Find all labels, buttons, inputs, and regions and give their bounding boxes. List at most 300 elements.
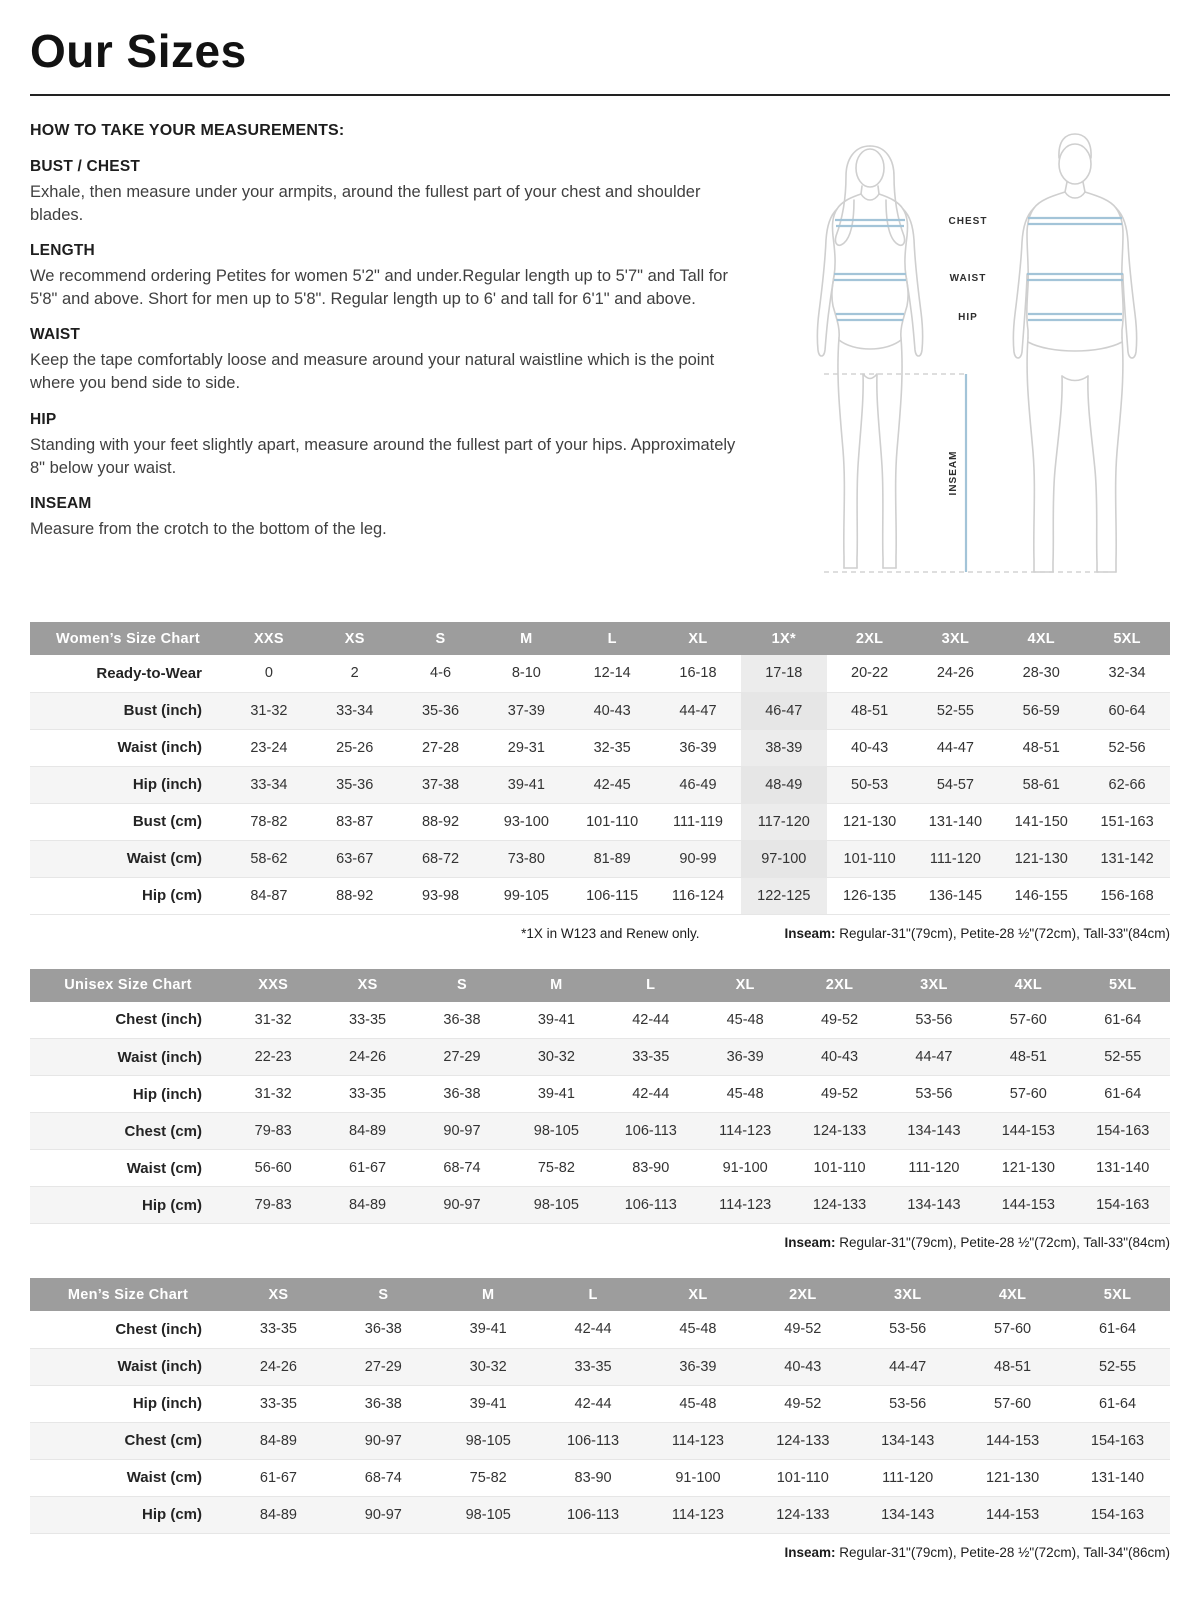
size-value-cell: 101-110 <box>750 1459 855 1496</box>
size-value-cell: 25-26 <box>312 729 398 766</box>
size-value-cell: 91-100 <box>698 1150 792 1187</box>
size-value-cell: 53-56 <box>855 1311 960 1348</box>
size-value-cell: 91-100 <box>646 1459 751 1496</box>
size-column-header: 3XL <box>887 969 981 1002</box>
size-value-cell: 0 <box>226 655 312 692</box>
size-value-cell: 84-89 <box>320 1187 414 1224</box>
size-column-header: M <box>509 969 603 1002</box>
size-value-cell: 39-41 <box>436 1311 541 1348</box>
size-value-cell: 42-44 <box>604 1002 698 1039</box>
size-value-cell: 57-60 <box>981 1002 1075 1039</box>
size-value-cell: 32-34 <box>1084 655 1170 692</box>
size-value-cell: 44-47 <box>855 1348 960 1385</box>
table-row <box>30 655 1170 692</box>
size-value-cell: 90-97 <box>415 1187 509 1224</box>
unisex-size-chart-head <box>30 969 1170 1002</box>
unisex-size-chart-table <box>30 969 1170 1225</box>
size-value-cell: 27-29 <box>331 1348 436 1385</box>
size-value-cell: 68-74 <box>415 1150 509 1187</box>
size-column-header: L <box>604 969 698 1002</box>
size-value-cell: 24-26 <box>320 1039 414 1076</box>
size-value-cell: 52-56 <box>1084 729 1170 766</box>
size-value-cell: 126-135 <box>827 877 913 914</box>
size-column-header: XS <box>320 969 414 1002</box>
size-value-cell: 131-140 <box>913 803 999 840</box>
size-value-cell: 116-124 <box>655 877 741 914</box>
size-value-cell: 48-51 <box>981 1039 1075 1076</box>
size-value-cell: 33-34 <box>312 692 398 729</box>
size-value-cell: 154-163 <box>1065 1422 1170 1459</box>
measurement-diagram <box>760 122 1170 594</box>
size-value-cell: 88-92 <box>312 877 398 914</box>
instructions-heading: HOW TO TAKE YOUR MEASUREMENTS: <box>30 122 345 139</box>
size-value-cell: 31-32 <box>226 692 312 729</box>
size-value-cell: 101-110 <box>827 840 913 877</box>
size-value-cell: 39-41 <box>509 1076 603 1113</box>
size-value-cell: 134-143 <box>855 1422 960 1459</box>
size-value-cell: 131-142 <box>1084 840 1170 877</box>
size-value-cell: 16-18 <box>655 655 741 692</box>
size-value-cell: 124-133 <box>750 1422 855 1459</box>
size-value-cell: 52-55 <box>1076 1039 1170 1076</box>
size-value-cell: 124-133 <box>792 1113 886 1150</box>
table-row <box>30 1113 1170 1150</box>
size-value-cell: 122-125 <box>741 877 827 914</box>
size-value-cell: 61-67 <box>320 1150 414 1187</box>
size-value-cell: 117-120 <box>741 803 827 840</box>
row-label: Hip (cm) <box>30 877 226 914</box>
section-heading: WAIST <box>30 326 81 344</box>
size-value-cell: 99-105 <box>483 877 569 914</box>
size-value-cell: 73-80 <box>483 840 569 877</box>
size-value-cell: 121-130 <box>960 1459 1065 1496</box>
size-value-cell: 106-113 <box>541 1496 646 1533</box>
row-label: Waist (inch) <box>30 1039 226 1076</box>
unisex-size-chart <box>30 969 1170 1251</box>
size-value-cell: 31-32 <box>226 1076 320 1113</box>
size-value-cell: 44-47 <box>655 692 741 729</box>
size-value-cell: 60-64 <box>1084 692 1170 729</box>
size-value-cell: 45-48 <box>698 1076 792 1113</box>
size-value-cell: 56-59 <box>998 692 1084 729</box>
row-label: Waist (cm) <box>30 840 226 877</box>
size-column-header: 1X* <box>741 622 827 655</box>
size-value-cell: 88-92 <box>398 803 484 840</box>
size-value-cell: 61-64 <box>1065 1311 1170 1348</box>
size-value-cell: 36-38 <box>415 1076 509 1113</box>
size-value-cell: 114-123 <box>698 1187 792 1224</box>
size-value-cell: 106-113 <box>604 1187 698 1224</box>
measurement-section-inseam <box>30 495 740 541</box>
size-value-cell: 144-153 <box>981 1187 1075 1224</box>
male-figure <box>1013 134 1136 572</box>
size-column-header: XL <box>698 969 792 1002</box>
inseam-label: INSEAM <box>948 450 959 496</box>
size-value-cell: 151-163 <box>1084 803 1170 840</box>
size-value-cell: 79-83 <box>226 1113 320 1150</box>
size-column-header: 4XL <box>960 1278 1065 1311</box>
size-value-cell: 27-28 <box>398 729 484 766</box>
size-value-cell: 23-24 <box>226 729 312 766</box>
size-column-header: 5XL <box>1084 622 1170 655</box>
inseam-footnote: Inseam: Regular-31"(79cm), Petite-28 ½"(72cm), Tall-34"(86cm) <box>784 1544 1170 1560</box>
chest-label: CHEST <box>948 216 988 227</box>
size-value-cell: 39-41 <box>483 766 569 803</box>
size-value-cell: 48-51 <box>960 1348 1065 1385</box>
size-value-cell: 101-110 <box>792 1150 886 1187</box>
size-value-cell: 39-41 <box>436 1385 541 1422</box>
size-value-cell: 56-60 <box>226 1150 320 1187</box>
table-footnotes <box>30 1235 1170 1250</box>
size-value-cell: 75-82 <box>509 1150 603 1187</box>
size-value-cell: 36-38 <box>331 1385 436 1422</box>
size-column-header: 2XL <box>750 1278 855 1311</box>
size-value-cell: 90-97 <box>415 1113 509 1150</box>
size-column-header: 5XL <box>1065 1278 1170 1311</box>
size-value-cell: 84-89 <box>226 1422 331 1459</box>
size-column-header: 2XL <box>827 622 913 655</box>
size-value-cell: 42-44 <box>541 1385 646 1422</box>
table-footnotes <box>30 1545 1170 1560</box>
size-value-cell: 40-43 <box>827 729 913 766</box>
size-value-cell: 42-44 <box>604 1076 698 1113</box>
size-value-cell: 57-60 <box>960 1385 1065 1422</box>
section-heading: LENGTH <box>30 242 95 260</box>
row-label: Waist (cm) <box>30 1459 226 1496</box>
size-value-cell: 90-97 <box>331 1496 436 1533</box>
size-value-cell: 29-31 <box>483 729 569 766</box>
size-value-cell: 36-39 <box>655 729 741 766</box>
size-value-cell: 52-55 <box>913 692 999 729</box>
size-value-cell: 40-43 <box>792 1039 886 1076</box>
table-row <box>30 1150 1170 1187</box>
size-column-header: XS <box>312 622 398 655</box>
size-value-cell: 68-72 <box>398 840 484 877</box>
size-value-cell: 48-49 <box>741 766 827 803</box>
size-value-cell: 111-120 <box>855 1459 960 1496</box>
size-value-cell: 39-41 <box>509 1002 603 1039</box>
mens-size-chart-body <box>30 1311 1170 1533</box>
asterisk-footnote: *1X in W123 and Renew only. <box>521 925 700 941</box>
header-row <box>30 622 1170 655</box>
table-title: Women’s Size Chart <box>30 622 226 655</box>
table-row <box>30 1459 1170 1496</box>
header-row <box>30 1278 1170 1311</box>
size-value-cell: 33-35 <box>541 1348 646 1385</box>
size-value-cell: 20-22 <box>827 655 913 692</box>
size-value-cell: 83-87 <box>312 803 398 840</box>
size-value-cell: 4-6 <box>398 655 484 692</box>
size-column-header: XL <box>646 1278 751 1311</box>
inseam-footnote: Inseam: Regular-31"(79cm), Petite-28 ½"(72cm), Tall-33"(84cm) <box>784 1235 1170 1250</box>
size-value-cell: 36-39 <box>646 1348 751 1385</box>
section-body: Standing with your feet slightly apart, measure around the fullest part of your hips. Approximately 8" below your waist. <box>30 435 736 477</box>
size-column-header: S <box>415 969 509 1002</box>
row-label: Hip (inch) <box>30 766 226 803</box>
table-row <box>30 840 1170 877</box>
size-value-cell: 68-74 <box>331 1459 436 1496</box>
size-value-cell: 57-60 <box>981 1076 1075 1113</box>
hip-label: HIP <box>958 312 978 323</box>
page-title: Our Sizes <box>30 25 247 77</box>
size-value-cell: 24-26 <box>226 1348 331 1385</box>
size-value-cell: 93-98 <box>398 877 484 914</box>
size-value-cell: 106-113 <box>541 1422 646 1459</box>
size-value-cell: 79-83 <box>226 1187 320 1224</box>
size-value-cell: 48-51 <box>827 692 913 729</box>
size-value-cell: 121-130 <box>981 1150 1075 1187</box>
size-value-cell: 61-64 <box>1076 1076 1170 1113</box>
size-value-cell: 61-67 <box>226 1459 331 1496</box>
size-value-cell: 30-32 <box>436 1348 541 1385</box>
size-value-cell: 84-87 <box>226 877 312 914</box>
size-value-cell: 33-35 <box>320 1002 414 1039</box>
size-value-cell: 35-36 <box>312 766 398 803</box>
row-label: Waist (inch) <box>30 1348 226 1385</box>
size-value-cell: 37-39 <box>483 692 569 729</box>
measurement-section-length <box>30 242 740 311</box>
size-value-cell: 49-52 <box>750 1385 855 1422</box>
table-row <box>30 1002 1170 1039</box>
size-value-cell: 46-47 <box>741 692 827 729</box>
unisex-size-chart-body <box>30 1002 1170 1224</box>
table-row <box>30 877 1170 914</box>
womens-size-chart-body <box>30 655 1170 914</box>
mens-size-chart <box>30 1278 1170 1560</box>
size-value-cell: 136-145 <box>913 877 999 914</box>
size-value-cell: 44-47 <box>887 1039 981 1076</box>
size-value-cell: 98-105 <box>436 1496 541 1533</box>
size-value-cell: 24-26 <box>913 655 999 692</box>
size-value-cell: 58-61 <box>998 766 1084 803</box>
size-value-cell: 42-45 <box>569 766 655 803</box>
size-value-cell: 48-51 <box>998 729 1084 766</box>
size-value-cell: 114-123 <box>646 1496 751 1533</box>
size-value-cell: 36-38 <box>415 1002 509 1039</box>
size-value-cell: 44-47 <box>913 729 999 766</box>
size-value-cell: 131-140 <box>1065 1459 1170 1496</box>
size-value-cell: 12-14 <box>569 655 655 692</box>
size-value-cell: 124-133 <box>750 1496 855 1533</box>
inseam-footnote-label: Inseam: <box>784 1235 836 1250</box>
size-value-cell: 63-67 <box>312 840 398 877</box>
row-label: Bust (cm) <box>30 803 226 840</box>
size-value-cell: 17-18 <box>741 655 827 692</box>
size-value-cell: 121-130 <box>827 803 913 840</box>
size-column-header: M <box>436 1278 541 1311</box>
size-value-cell: 57-60 <box>960 1311 1065 1348</box>
row-label: Chest (inch) <box>30 1311 226 1348</box>
size-column-header: 4XL <box>998 622 1084 655</box>
size-value-cell: 124-133 <box>792 1187 886 1224</box>
size-value-cell: 75-82 <box>436 1459 541 1496</box>
size-column-header: XXS <box>226 622 312 655</box>
size-value-cell: 156-168 <box>1084 877 1170 914</box>
size-value-cell: 111-120 <box>913 840 999 877</box>
size-value-cell: 111-119 <box>655 803 741 840</box>
measurement-section-bust-chest <box>30 158 740 227</box>
size-value-cell: 98-105 <box>509 1113 603 1150</box>
size-value-cell: 106-113 <box>604 1113 698 1150</box>
size-value-cell: 49-52 <box>792 1076 886 1113</box>
section-body: Exhale, then measure under your armpits, around the fullest part of your chest and shoulder blades. <box>30 183 701 225</box>
size-value-cell: 154-163 <box>1065 1496 1170 1533</box>
table-row <box>30 1422 1170 1459</box>
size-value-cell: 33-35 <box>226 1385 331 1422</box>
inseam-footnote-label: Inseam: <box>784 1544 836 1560</box>
size-value-cell: 32-35 <box>569 729 655 766</box>
table-row <box>30 766 1170 803</box>
size-value-cell: 90-97 <box>331 1422 436 1459</box>
table-title: Unisex Size Chart <box>30 969 226 1002</box>
size-value-cell: 106-115 <box>569 877 655 914</box>
size-value-cell: 49-52 <box>792 1002 886 1039</box>
size-value-cell: 45-48 <box>698 1002 792 1039</box>
table-row <box>30 1496 1170 1533</box>
size-value-cell: 111-120 <box>887 1150 981 1187</box>
section-body: We recommend ordering Petites for women 5'2" and under.Regular length up to 5'7" and Tall for 5'8" and above. Short for men up to 5'8". Regular length up to 6' and tall for 6'1" and above. <box>30 267 728 309</box>
size-column-header: XXS <box>226 969 320 1002</box>
size-value-cell: 154-163 <box>1076 1187 1170 1224</box>
row-label: Hip (inch) <box>30 1385 226 1422</box>
row-label: Hip (cm) <box>30 1496 226 1533</box>
size-column-header: XS <box>226 1278 331 1311</box>
size-value-cell: 42-44 <box>541 1311 646 1348</box>
size-value-cell: 40-43 <box>750 1348 855 1385</box>
size-value-cell: 134-143 <box>887 1113 981 1150</box>
size-value-cell: 33-35 <box>226 1311 331 1348</box>
size-column-header: 2XL <box>792 969 886 1002</box>
table-row <box>30 1039 1170 1076</box>
size-value-cell: 154-163 <box>1076 1113 1170 1150</box>
size-value-cell: 33-35 <box>320 1076 414 1113</box>
size-value-cell: 83-90 <box>541 1459 646 1496</box>
header-row <box>30 969 1170 1002</box>
size-value-cell: 146-155 <box>998 877 1084 914</box>
size-value-cell: 45-48 <box>646 1311 751 1348</box>
size-column-header: L <box>541 1278 646 1311</box>
row-label: Hip (inch) <box>30 1076 226 1113</box>
inseam-footnote: Inseam: Regular-31"(79cm), Petite-28 ½"(72cm), Tall-33"(84cm) <box>784 925 1170 941</box>
size-value-cell: 90-99 <box>655 840 741 877</box>
size-value-cell: 31-32 <box>226 1002 320 1039</box>
size-value-cell: 40-43 <box>569 692 655 729</box>
size-value-cell: 33-34 <box>226 766 312 803</box>
row-label: Ready-to-Wear <box>30 655 226 692</box>
size-value-cell: 37-38 <box>398 766 484 803</box>
womens-size-chart-table <box>30 622 1170 915</box>
row-label: Waist (cm) <box>30 1150 226 1187</box>
size-value-cell: 33-35 <box>604 1039 698 1076</box>
size-column-header: S <box>398 622 484 655</box>
size-value-cell: 114-123 <box>646 1422 751 1459</box>
section-body: Measure from the crotch to the bottom of the leg. <box>30 519 387 538</box>
size-value-cell: 144-153 <box>981 1113 1075 1150</box>
size-column-header: 3XL <box>913 622 999 655</box>
size-value-cell: 134-143 <box>887 1187 981 1224</box>
mens-size-chart-head <box>30 1278 1170 1311</box>
female-figure <box>817 146 922 568</box>
body-measurement-illustration <box>790 124 1170 594</box>
size-value-cell: 61-64 <box>1076 1002 1170 1039</box>
size-value-cell: 36-38 <box>331 1311 436 1348</box>
table-row <box>30 1385 1170 1422</box>
size-value-cell: 114-123 <box>698 1113 792 1150</box>
size-value-cell: 58-62 <box>226 840 312 877</box>
size-value-cell: 27-29 <box>415 1039 509 1076</box>
size-value-cell: 35-36 <box>398 692 484 729</box>
size-value-cell: 36-39 <box>698 1039 792 1076</box>
size-value-cell: 53-56 <box>855 1385 960 1422</box>
womens-size-chart-head <box>30 622 1170 655</box>
size-value-cell: 144-153 <box>960 1496 1065 1533</box>
size-column-header: S <box>331 1278 436 1311</box>
inseam-footnote-label: Inseam: <box>784 925 836 941</box>
row-label: Bust (inch) <box>30 692 226 729</box>
womens-size-chart <box>30 622 1170 941</box>
size-value-cell: 61-64 <box>1065 1385 1170 1422</box>
size-value-cell: 38-39 <box>741 729 827 766</box>
table-row <box>30 1311 1170 1348</box>
size-tables <box>30 622 1170 1560</box>
size-value-cell: 8-10 <box>483 655 569 692</box>
table-row <box>30 1076 1170 1113</box>
size-value-cell: 53-56 <box>887 1076 981 1113</box>
size-value-cell: 93-100 <box>483 803 569 840</box>
size-value-cell: 2 <box>312 655 398 692</box>
size-value-cell: 101-110 <box>569 803 655 840</box>
table-row <box>30 803 1170 840</box>
size-value-cell: 22-23 <box>226 1039 320 1076</box>
size-value-cell: 54-57 <box>913 766 999 803</box>
section-body: Keep the tape comfortably loose and measure around your natural waistline which is the point where you bend side to side. <box>30 351 715 393</box>
size-column-header: XL <box>655 622 741 655</box>
size-value-cell: 84-89 <box>320 1113 414 1150</box>
mens-size-chart-table <box>30 1278 1170 1534</box>
size-value-cell: 62-66 <box>1084 766 1170 803</box>
title-divider <box>30 94 1170 96</box>
measurements-area <box>30 122 1170 594</box>
size-value-cell: 81-89 <box>569 840 655 877</box>
table-row <box>30 1348 1170 1385</box>
waist-label: WAIST <box>949 273 987 284</box>
section-heading: INSEAM <box>30 494 92 512</box>
row-label: Chest (cm) <box>30 1113 226 1150</box>
row-label: Waist (inch) <box>30 729 226 766</box>
size-value-cell: 45-48 <box>646 1385 751 1422</box>
size-value-cell: 50-53 <box>827 766 913 803</box>
size-value-cell: 53-56 <box>887 1002 981 1039</box>
size-value-cell: 98-105 <box>509 1187 603 1224</box>
measurement-section-waist <box>30 326 740 395</box>
size-value-cell: 121-130 <box>998 840 1084 877</box>
size-value-cell: 131-140 <box>1076 1150 1170 1187</box>
row-label: Chest (cm) <box>30 1422 226 1459</box>
table-row <box>30 1187 1170 1224</box>
size-column-header: 5XL <box>1076 969 1170 1002</box>
size-value-cell: 97-100 <box>741 840 827 877</box>
section-heading: HIP <box>30 410 57 428</box>
size-value-cell: 78-82 <box>226 803 312 840</box>
table-row <box>30 729 1170 766</box>
row-label: Chest (inch) <box>30 1002 226 1039</box>
size-value-cell: 144-153 <box>960 1422 1065 1459</box>
measurement-instructions <box>30 122 760 556</box>
size-column-header: L <box>569 622 655 655</box>
size-value-cell: 98-105 <box>436 1422 541 1459</box>
size-column-header: 3XL <box>855 1278 960 1311</box>
size-column-header: M <box>483 622 569 655</box>
